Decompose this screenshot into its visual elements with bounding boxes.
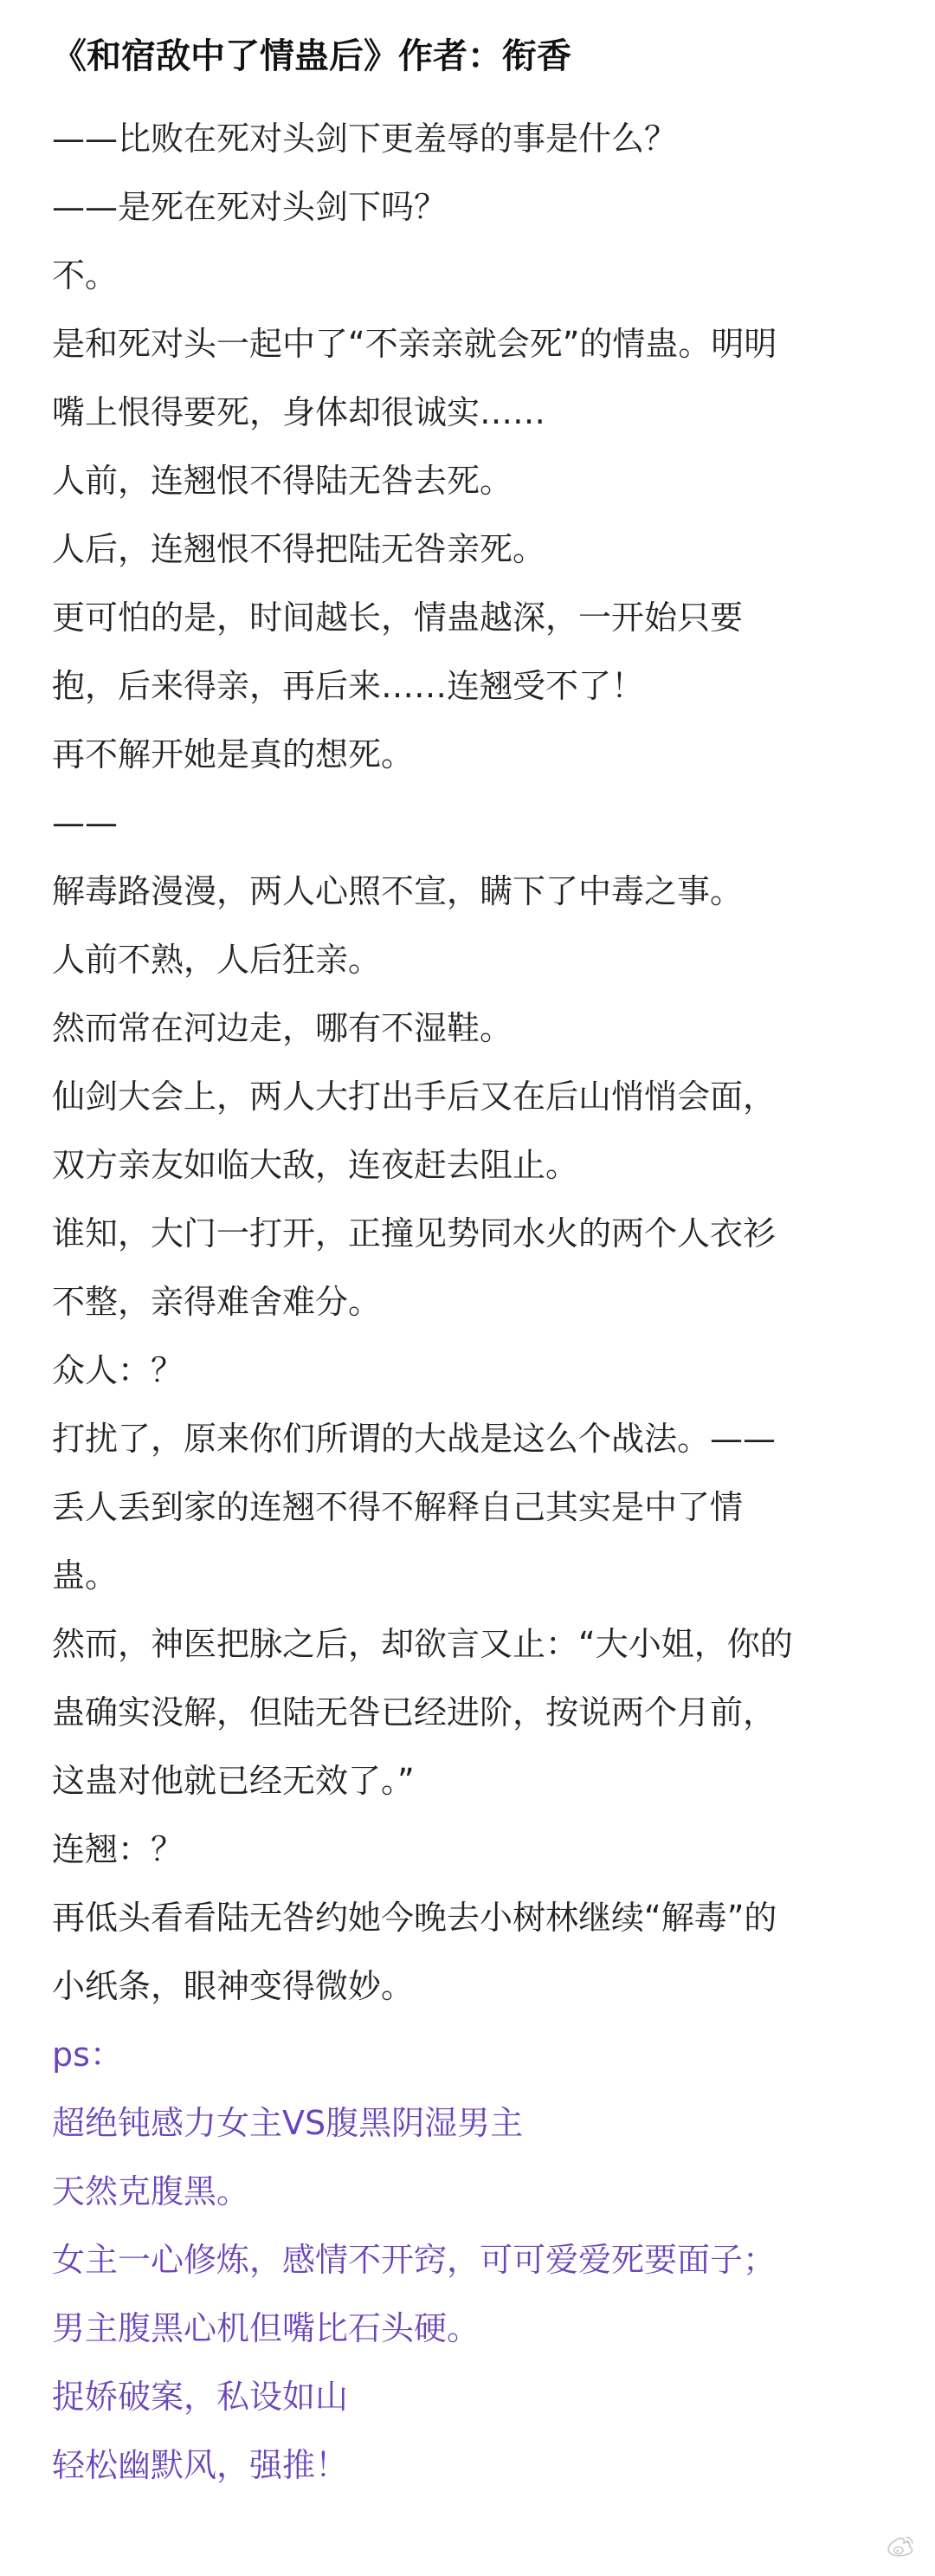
synopsis-line: 更可怕的是，时间越长，情蛊越深，一开始只要 <box>52 599 744 637</box>
synopsis-line: 解毒路漫漫，两人心照不宣，瞒下了中毒之事。 <box>52 872 744 910</box>
synopsis-line: 人后，连翘恨不得把陆无咎亲死。 <box>52 530 546 568</box>
synopsis-body <box>52 105 904 2021</box>
ps-line: 男主腹黑心机但嘴比石头硬。 <box>52 2309 480 2347</box>
synopsis-line: 丢人丢到家的连翘不得不解释自己其实是中了情 <box>52 1488 744 1526</box>
synopsis-line: 双方亲友如临大敌，连夜赶去阻止。 <box>52 1146 579 1184</box>
weibo-logo-icon <box>887 2531 916 2560</box>
synopsis-line: 不整，亲得难舍难分。 <box>52 1283 382 1321</box>
synopsis-line: 小纸条，眼神变得微妙。 <box>52 1967 415 2005</box>
synopsis-line: 众人：？ <box>52 1351 184 1389</box>
ps-label: ps： <box>52 2036 123 2074</box>
ps-line: 轻松幽默风，强推！ <box>52 2446 349 2484</box>
synopsis-line: ——是死在死对头剑下吗？ <box>52 188 448 226</box>
synopsis-line: ——比败在死对头剑下更羞辱的事是什么？ <box>52 120 678 158</box>
synopsis-line: 抱，后来得亲，再后来……连翘受不了！ <box>52 667 645 705</box>
ps-line: 天然克腹黑。 <box>52 2172 250 2210</box>
ps-line: 超绝钝感力女主VS腹黑阴湿男主 <box>52 2104 524 2142</box>
synopsis-line: 人前，连翘恨不得陆无咎去死。 <box>52 462 513 500</box>
synopsis-line: 是和死对头一起中了“不亲亲就会死”的情蛊。明明 <box>52 325 777 363</box>
section-divider: —— <box>52 804 118 842</box>
synopsis-line: 不。 <box>52 256 119 294</box>
synopsis-line: 这蛊对他就已经无效了。” <box>52 1762 415 1800</box>
synopsis-line: 蛊。 <box>52 1557 119 1595</box>
synopsis-line: 嘴上恨得要死，身体却很诚实…… <box>52 393 546 431</box>
synopsis-line: 连翘：？ <box>52 1830 184 1868</box>
synopsis-line: 打扰了，原来你们所谓的大战是这么个战法。—— <box>52 1420 777 1458</box>
synopsis-line: 然而常在河边走，哪有不湿鞋。 <box>52 1009 513 1047</box>
ps-notes <box>52 2021 904 2500</box>
synopsis-line: 蛊确实没解，但陆无咎已经进阶，按说两个月前， <box>52 1693 777 1731</box>
ps-line: 捉娇破案，私设如山 <box>52 2378 349 2416</box>
synopsis-line: 谁知，大门一打开，正撞见势同水火的两个人衣衫 <box>52 1214 777 1252</box>
ps-line: 女主一心修炼，感情不开窍，可可爱爱死要面子； <box>52 2241 777 2279</box>
synopsis-line: 仙剑大会上，两人大打出手后又在后山悄悄会面， <box>52 1078 777 1116</box>
synopsis-line: 然而，神医把脉之后，却欲言又止：“大小姐，你的 <box>52 1625 793 1663</box>
synopsis-line: 再不解开她是真的想死。 <box>52 735 415 773</box>
post-title: 《和宿敌中了情蛊后》作者：衔香 <box>52 36 571 76</box>
synopsis-line: 再低头看看陆无咎约她今晚去小树林继续“解毒”的 <box>52 1899 777 1937</box>
synopsis-line: 人前不熟，人后狂亲。 <box>52 941 382 979</box>
